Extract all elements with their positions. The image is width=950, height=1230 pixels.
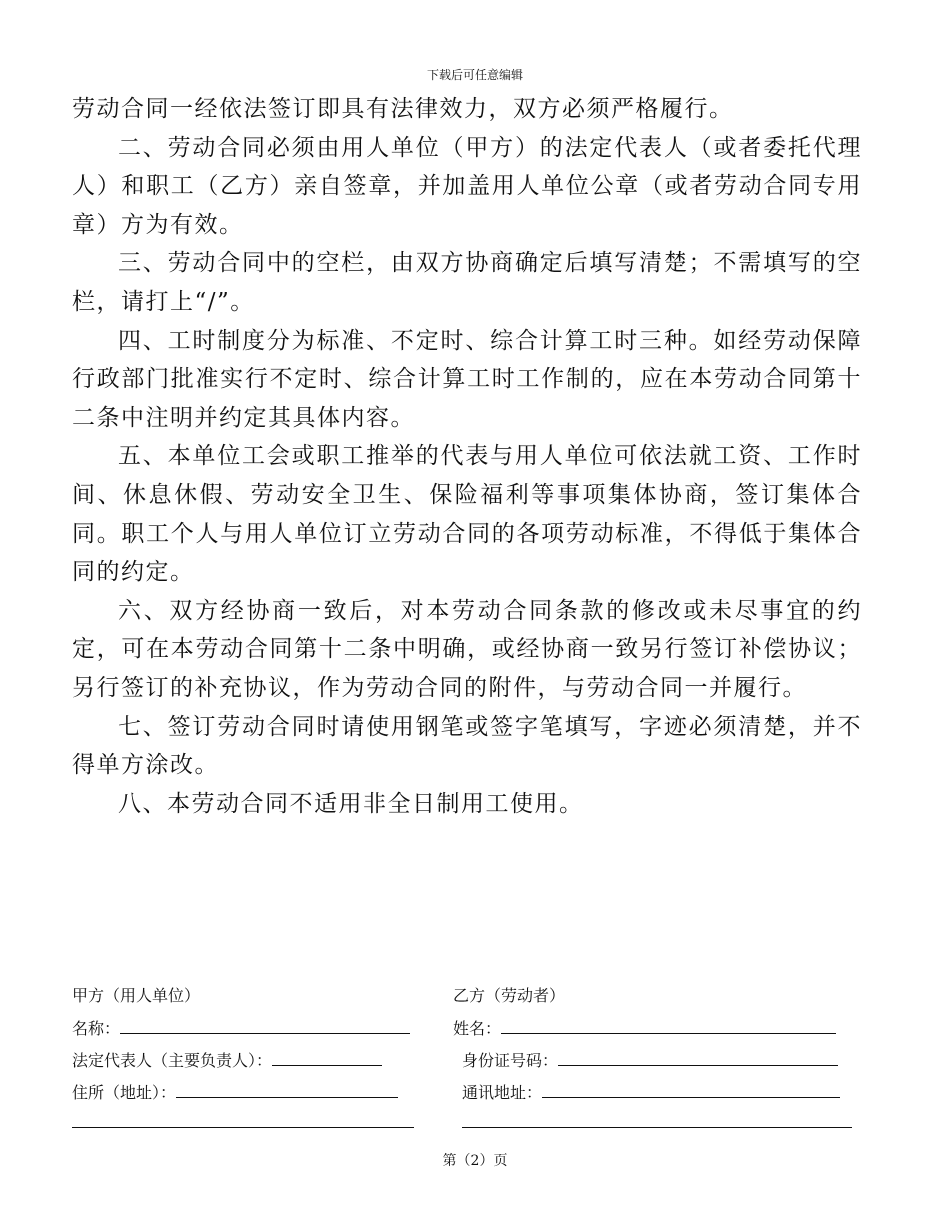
party-b-name-row	[453, 1017, 836, 1039]
party-a-rep-row	[72, 1049, 382, 1071]
party-a-address-label: 住所（地址）：	[72, 1083, 177, 1102]
party-b-id-row	[462, 1049, 838, 1071]
page-number: 第（2）页	[442, 1153, 508, 1169]
paragraph-continuation: 劳动合同一经依法签订即具有法律效力，双方必须严格履行。	[72, 96, 734, 122]
party-b-address-label: 通讯地址：	[462, 1083, 543, 1102]
party-b-address-row	[462, 1081, 840, 1103]
party-a-title: 甲方（用人单位）	[72, 986, 201, 1005]
paragraph-item-5: 五、本单位工会或职工推举的代表与用人单位可依法就工资、工作时间、休息休假、劳动安全卫生、保险福利等事项集体协商，签订集体合同。职工个人与用人单位订立劳动合同的各项劳动标准，不得低于集体合同的约定。	[72, 443, 862, 586]
paragraph-item-6: 六、双方经协商一致后，对本劳动合同条款的修改或未尽事宜的约定，可在本劳动合同第十二条中明确，或经协商一致另行签订补偿协议；另行签订的补充协议，作为劳动合同的附件，与劳动合同一并履行。	[72, 597, 862, 701]
party-b-id-label: 身份证号码：	[462, 1051, 559, 1070]
party-b-address-field[interactable]	[542, 1081, 840, 1098]
party-a-rep-field[interactable]	[272, 1049, 382, 1066]
party-b-title: 乙方（劳动者）	[453, 986, 566, 1005]
party-a-name-label: 名称：	[72, 1019, 121, 1038]
paragraph-item-4: 四、工时制度分为标准、不定时、综合计算工时三种。如经劳动保障行政部门批准实行不定时、综合计算工时工作制的，应在本劳动合同第十二条中注明并约定其具体内容。	[72, 327, 862, 431]
paragraph-item-8: 八、本劳动合同不适用非全日制用工使用。	[118, 790, 584, 817]
party-b-name-field[interactable]	[501, 1017, 836, 1034]
paragraph-item-3: 三、劳动合同中的空栏，由双方协商确定后填写清楚；不需填写的空栏，请打上“/”。	[72, 250, 862, 315]
contract-notes	[72, 90, 862, 823]
party-b-extra-line[interactable]	[462, 1127, 852, 1128]
party-a-address-row	[72, 1081, 398, 1103]
party-a-name-row	[72, 1017, 410, 1039]
party-a-name-field[interactable]	[120, 1017, 410, 1034]
paragraph-item-2: 二、劳动合同必须由用人单位（甲方）的法定代表人（或者委托代理人）和职工（乙方）亲自签章，并加盖用人单位公章（或者劳动合同专用章）方为有效。	[72, 134, 862, 238]
party-a-extra-line[interactable]	[72, 1127, 414, 1128]
party-b-name-label: 姓名：	[453, 1019, 502, 1038]
paragraph-item-7: 七、签订劳动合同时请使用钢笔或签字笔填写，字迹必须清楚，并不得单方涂改。	[72, 713, 862, 779]
party-a-address-field[interactable]	[176, 1081, 398, 1098]
party-a-rep-label: 法定代表人（主要负责人）：	[72, 1051, 273, 1070]
page-header: 下载后可任意编辑	[426, 68, 523, 82]
party-b-id-field[interactable]	[558, 1049, 838, 1066]
